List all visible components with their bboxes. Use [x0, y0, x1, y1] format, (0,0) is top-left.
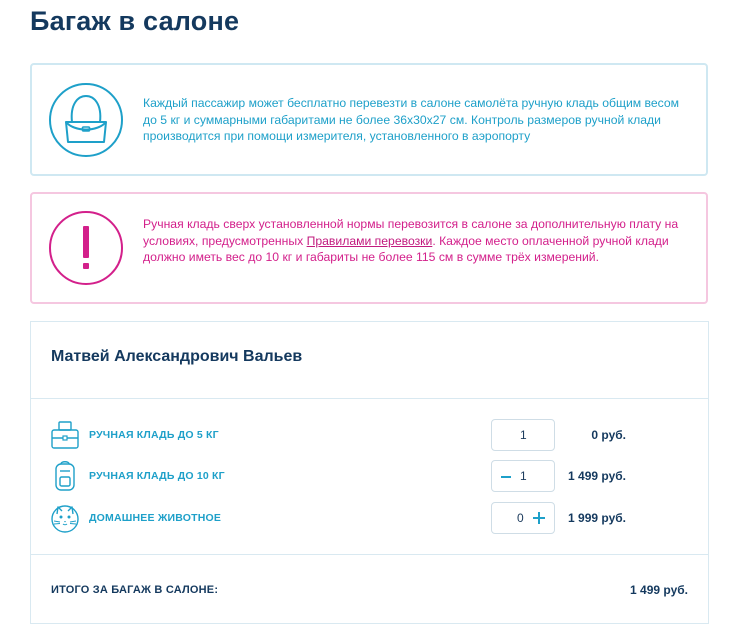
backpack-icon	[50, 460, 80, 492]
total-label: ИТОГО ЗА БАГАЖ В САЛОНЕ:	[51, 584, 219, 596]
baggage-price: 1 999 руб.	[568, 511, 626, 525]
warning-notice-text	[143, 216, 686, 266]
passenger-baggage-card	[30, 321, 709, 624]
divider	[31, 398, 708, 399]
baggage-price: 0 руб.	[591, 428, 626, 442]
baggage-row-hand-luggage-5kg	[31, 415, 708, 455]
baggage-row-hand-luggage-10kg	[31, 456, 708, 496]
exclamation-icon	[48, 210, 124, 286]
cat-icon	[50, 502, 80, 534]
warning-text-before: Ручная кладь сверх установленной нормы перевозится в салоне за дополнительную плату на условиях, предусмотренных	[143, 217, 679, 248]
carry-on-bag-icon	[50, 419, 80, 451]
total-value: 1 499 руб.	[630, 583, 688, 597]
warning-text-after: . Каждое место оплаченной ручной клади должно иметь вес до 10 кг и габариты не более 115 см в сумме трёх измерений.	[143, 233, 669, 264]
passenger-name: Матвей Александрович Вальев	[51, 348, 303, 365]
quantity-stepper[interactable]	[491, 419, 555, 451]
quantity-stepper[interactable]	[491, 460, 555, 492]
transport-rules-link[interactable]: Правилами перевозки	[306, 233, 433, 248]
page-title: Багаж в салоне	[30, 6, 240, 36]
quantity-stepper[interactable]	[491, 502, 555, 534]
info-notice-text: Каждый пассажир может бесплатно перевезти в салоне самолёта ручную кладь общим весом до 5 кг и суммарными габаритами не более 36x30x27 см. Контроль размеров ручной клади производится при помощи измерителя, установленного в аэропорту	[143, 96, 680, 143]
warning-notice	[30, 192, 708, 304]
quantity-value: 1	[520, 469, 527, 483]
baggage-label: РУЧНАЯ КЛАДЬ ДО 5 КГ	[89, 429, 219, 441]
increase-button[interactable]	[533, 512, 545, 524]
info-notice	[30, 63, 708, 176]
quantity-value: 1	[520, 428, 527, 442]
quantity-value: 0	[517, 511, 524, 525]
baggage-label: РУЧНАЯ КЛАДЬ ДО 10 КГ	[89, 470, 225, 482]
baggage-price: 1 499 руб.	[568, 469, 626, 483]
handbag-icon	[48, 82, 124, 158]
baggage-label: ДОМАШНЕЕ ЖИВОТНОЕ	[89, 512, 222, 524]
decrease-button[interactable]	[501, 467, 515, 485]
divider	[31, 554, 708, 555]
baggage-row-pet	[31, 498, 708, 538]
